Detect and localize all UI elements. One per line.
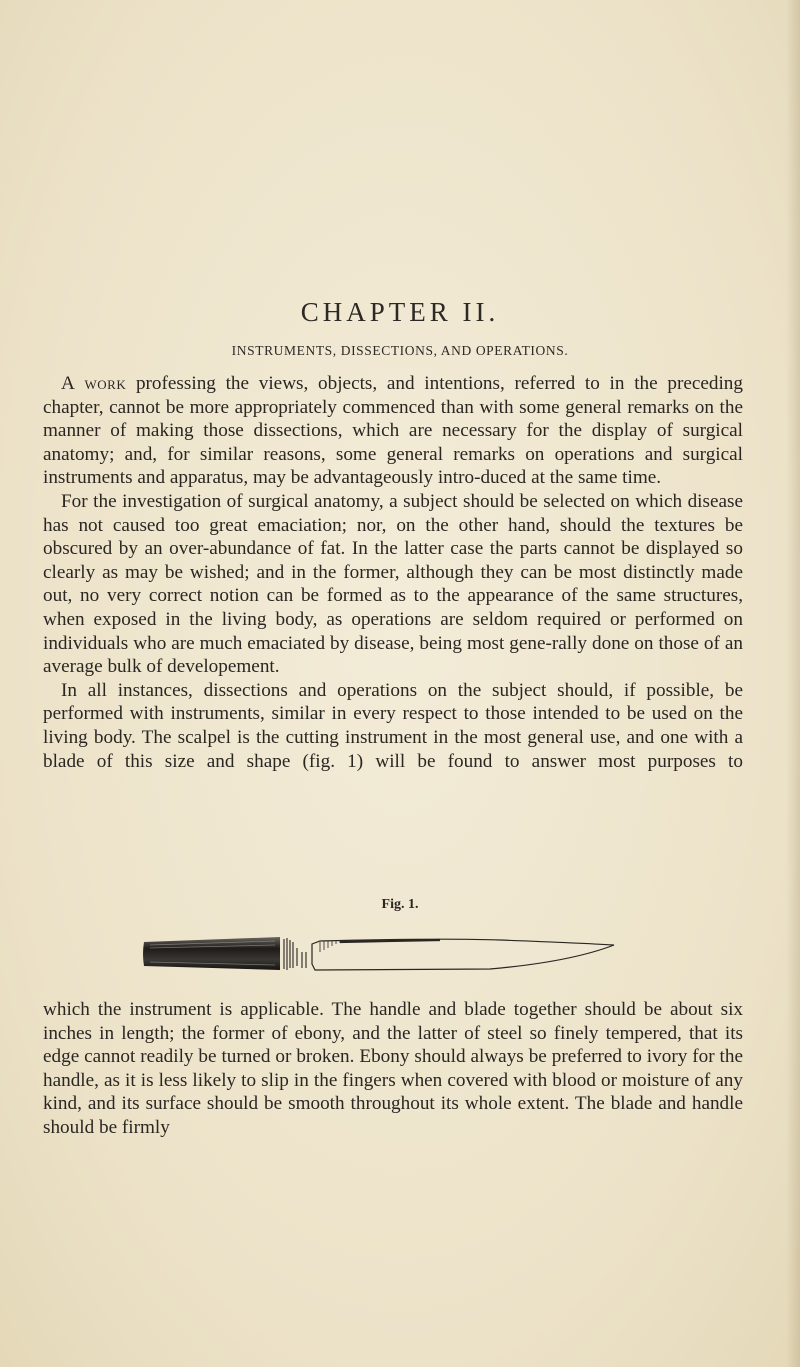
- scalpel-blade: [312, 939, 614, 970]
- chapter-subtitle: INSTRUMENTS, DISSECTIONS, AND OPERATIONS.: [231, 343, 569, 358]
- scalpel-illustration: [140, 928, 620, 978]
- paragraph-3: In all instances, dissections and operations on the subject should, if possible, be performed with instruments, similar in every respect to those intended to be used on the living body. The scalpel is the cutting instrument in the most general use, and one with a blade of this size and shape (fig. 1) will be found to answer most purposes to: [43, 679, 743, 772]
- text-block-lower: [43, 998, 743, 1140]
- text-block-upper: [43, 372, 743, 773]
- paragraph-4: which the instrument is applicable. The handle and blade together should be about six inches in length; the former of ebony, and the latter of steel so finely tempered, that its edge cannot readily be turned or broken. Ebony should always be preferred to ivory for the handle, as it is less likely to slip in the fingers when covered with blood or moisture of any kind, and its surface should be smooth throughout its whole extent. The blade and handle should be firmly: [43, 999, 743, 1138]
- scalpel-handle: [143, 937, 280, 970]
- paragraph-1: [43, 372, 743, 490]
- chapter-title: CHAPTER II.: [300, 297, 500, 327]
- paragraph-2: For the investigation of surgical anatomy, a subject should be selected on which disease has not caused too great emaciation; nor, on the other hand, should the textures be obscured by an over-abundance of fat. In the latter case the parts cannot be displayed so clearly as may be wished; and in the former, although they can be most distinctly made out, no very correct notion can be formed as to the appearance of the same structures, when exposed in the living body, as operations are seldom required or performed on individuals who are much emaciated by disease, being most gene-rally done on those of an average bulk of developement.: [43, 490, 743, 678]
- paragraph-1-text: professing the views, objects, and intentions, referred to in the preceding chapter, cannot be more appropriately commenced than with some general remarks on the manner of making those dissections, which are necessary for the display of surgical anatomy; and, for similar reasons, some general remarks on operations and surgical instruments and apparatus, may be advantageously intro-duced at the same time.: [43, 373, 743, 489]
- page-edge-shadow: [786, 0, 800, 1367]
- scalpel-bolster: [284, 938, 306, 970]
- paragraph-1-lead: A work: [61, 373, 127, 394]
- figure-label: Fig. 1.: [381, 897, 419, 912]
